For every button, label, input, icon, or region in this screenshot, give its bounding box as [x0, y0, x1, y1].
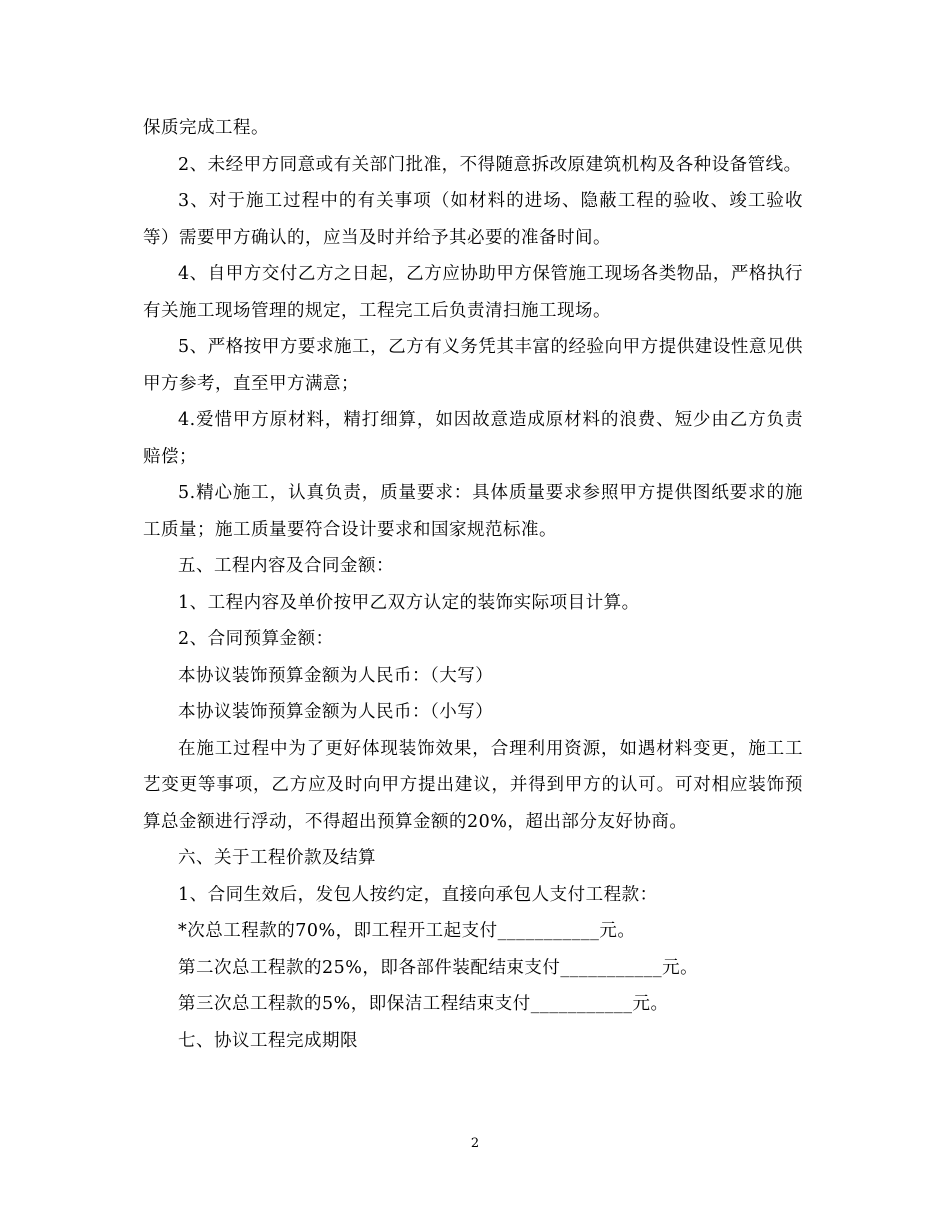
section-heading-7: 七、协议工程完成期限	[178, 1030, 358, 1051]
paragraph-item-4-materials: 4.爱惜甲方原材料，精打细算，如因故意造成原材料的浪费、短少由乙方负责赔偿；	[143, 410, 803, 467]
page-number: 2	[470, 1136, 480, 1151]
paragraph-content-pricing: 1、工程内容及单价按甲乙双方认定的装饰实际项目计算。	[178, 592, 640, 613]
paragraph-payment-second: 第二次总工程款的25%，即各部件装配结束支付___________元。	[178, 957, 699, 978]
paragraph-continuation: 保质完成工程。	[143, 118, 269, 138]
paragraph-item-4: 4、自甲方交付乙方之日起，乙方应协助甲方保管施工现场各类物品，严格执行有关施工现场管理的规定，工程完工后负责清扫施工现场。	[143, 264, 803, 321]
paragraph-payment-third: 第三次总工程款的5%，即保洁工程结束支付___________元。	[178, 994, 669, 1014]
paragraph-item-3: 3、对于施工过程中的有关事项（如材料的进场、隐蔽工程的验收、竣工验收等）需要甲方确认的，应当及时并给予其必要的准备时间。	[143, 191, 803, 248]
paragraph-budget-lowercase: 本协议装饰预算金额为人民币：（小写）	[178, 702, 494, 722]
paragraph-payment-terms: 1、合同生效后，发包人按约定，直接向承包人支付工程款：	[178, 884, 658, 905]
paragraph-budget-heading: 2、合同预算金额：	[178, 629, 334, 649]
paragraph-item-5: 5、严格按甲方要求施工，乙方有义务凭其丰富的经验向甲方提供建设性意见供甲方参考，直至甲方满意；	[143, 337, 803, 394]
paragraph-budget-variation: 在施工过程中为了更好体现装饰效果，合理利用资源，如遇材料变更，施工工艺变更等事项，乙方应及时向甲方提出建议，并得到甲方的认可。可对相应装饰预算总金额进行浮动，不得超出预算金额的20%，超出部分友好协商。	[143, 738, 803, 832]
section-heading-6: 六、关于工程价款及结算	[178, 848, 376, 868]
section-heading-5: 五、工程内容及合同金额：	[178, 556, 394, 576]
paragraph-item-2: 2、未经甲方同意或有关部门批准，不得随意拆改原建筑机构及各种设备管线。	[178, 154, 802, 175]
paragraph-payment-first: *次总工程款的70%，即工程开工起支付___________元。	[178, 921, 636, 941]
paragraph-budget-uppercase: 本协议装饰预算金额为人民币：（大写）	[178, 665, 494, 686]
document-body	[143, 110, 803, 1059]
paragraph-item-5-quality: 5.精心施工，认真负责，质量要求：具体质量要求参照甲方提供图纸要求的施工质量；施工质量要符合设计要求和国家规范标准。	[143, 483, 803, 540]
